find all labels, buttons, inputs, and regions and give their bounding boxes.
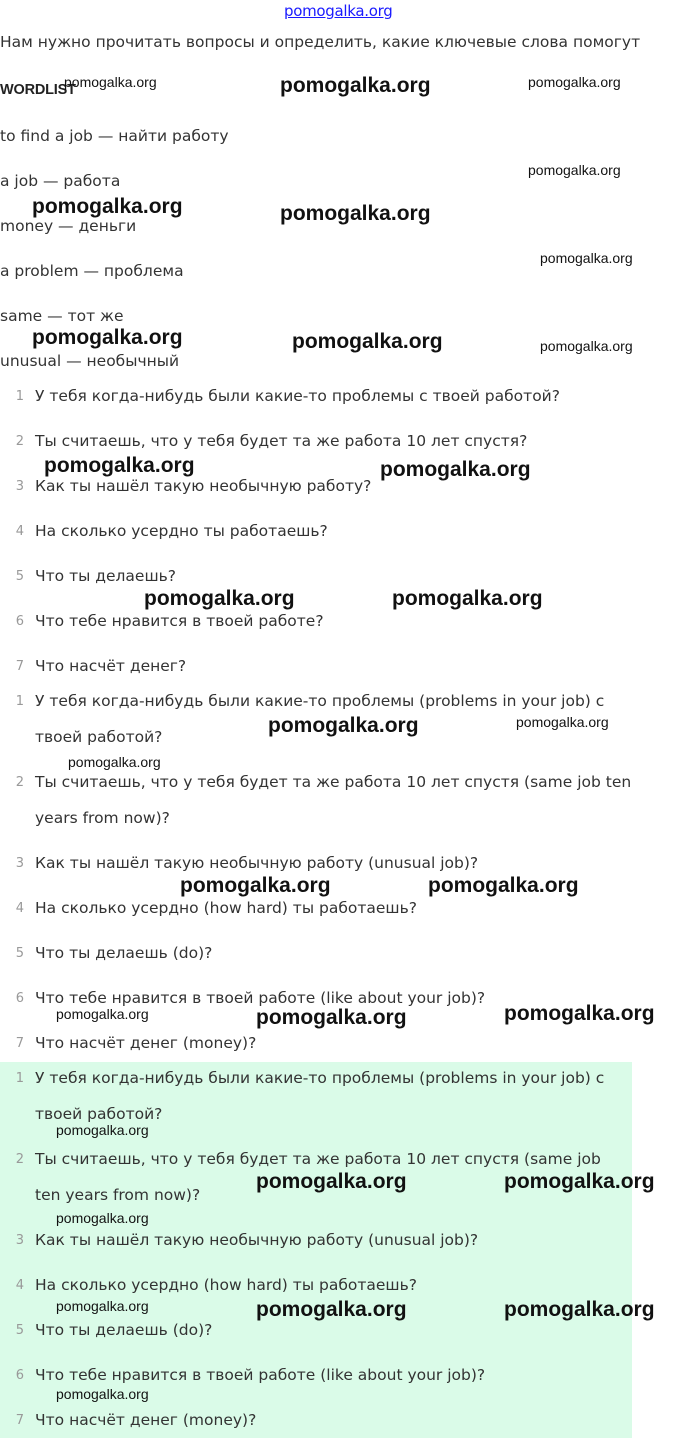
- question-text: Что ты делаешь (do)?: [35, 944, 213, 962]
- watermark: pomogalka.org: [56, 1006, 149, 1022]
- question-text: Что насчёт денег?: [35, 657, 187, 675]
- wordlist-heading: WORDLIST: [0, 82, 76, 98]
- watermark: pomogalka.org: [428, 874, 579, 897]
- wordlist-item: a problem — проблема: [0, 262, 184, 280]
- question-text: Что тебе нравится в твоей работе (like about your job)?: [35, 1366, 486, 1384]
- watermark: pomogalka.org: [292, 330, 443, 353]
- watermark: pomogalka.org: [56, 1122, 149, 1138]
- question-text: Что насчёт денег (money)?: [35, 1411, 257, 1429]
- question-number: 6: [15, 1368, 24, 1383]
- question-number: 2: [15, 434, 24, 449]
- watermark: pomogalka.org: [380, 458, 531, 481]
- question-number: 4: [15, 901, 24, 916]
- watermark: pomogalka.org: [540, 250, 633, 266]
- question-text: Как ты нашёл такую необычную работу (unusual job)?: [35, 854, 479, 872]
- question-text: Что тебе нравится в твоей работе?: [35, 612, 324, 630]
- question-text: Что ты делаешь?: [35, 567, 176, 585]
- watermark: pomogalka.org: [504, 1002, 655, 1025]
- intro-text: Нам нужно прочитать вопросы и определить, какие ключевые слова помогут: [0, 33, 641, 51]
- wordlist-item: unusual — необычный: [0, 352, 180, 370]
- question-text: У тебя когда-нибудь были какие-то проблемы (problems in your job) с твоей работой?: [35, 692, 605, 746]
- watermark: pomogalka.org: [68, 754, 161, 770]
- question-number: 5: [15, 1323, 24, 1338]
- question-text: Как ты нашёл такую необычную работу?: [35, 477, 372, 495]
- question-number: 4: [15, 1278, 24, 1293]
- question-number: 6: [15, 991, 24, 1006]
- question-number: 7: [15, 659, 24, 674]
- watermark: pomogalka.org: [56, 1210, 149, 1226]
- question-text: У тебя когда-нибудь были какие-то проблемы (problems in your job) с твоей работой?: [35, 1069, 605, 1123]
- wordlist-item: money — деньги: [0, 217, 137, 235]
- question-text: На сколько усердно (how hard) ты работаешь?: [35, 899, 417, 917]
- question-number: 3: [15, 856, 24, 871]
- question-number: 2: [15, 1152, 24, 1167]
- question-text: Что насчёт денег (money)?: [35, 1034, 257, 1052]
- question-text: Ты считаешь, что у тебя будет та же работа 10 лет спустя (same job ten years from now)?: [35, 1150, 601, 1204]
- wordlist-item: to find a job — найти работу: [0, 127, 229, 145]
- question-text: Как ты нашёл такую необычную работу (unusual job)?: [35, 1231, 479, 1249]
- question-number: 3: [15, 479, 24, 494]
- question-number: 1: [15, 389, 24, 404]
- watermark: pomogalka.org: [56, 1298, 149, 1314]
- watermark: pomogalka.org: [44, 454, 195, 477]
- watermark: pomogalka.org: [516, 714, 609, 730]
- site-link[interactable]: pomogalka.org: [284, 2, 393, 20]
- wordlist-item: a job — работа: [0, 172, 121, 190]
- question-number: 5: [15, 946, 24, 961]
- question-text: Что ты делаешь (do)?: [35, 1321, 213, 1339]
- watermark: pomogalka.org: [504, 1298, 655, 1321]
- question-number: 1: [15, 694, 24, 709]
- question-text: На сколько усердно ты работаешь?: [35, 522, 328, 540]
- watermark: pomogalka.org: [528, 74, 621, 90]
- watermark: pomogalka.org: [280, 202, 431, 225]
- question-number: 5: [15, 569, 24, 584]
- question-number: 1: [15, 1071, 24, 1086]
- watermark: pomogalka.org: [256, 1170, 407, 1193]
- watermark: pomogalka.org: [528, 162, 621, 178]
- question-number: 6: [15, 614, 24, 629]
- watermark: pomogalka.org: [256, 1298, 407, 1321]
- question-text: У тебя когда-нибудь были какие-то проблемы с твоей работой?: [35, 387, 560, 405]
- watermark: pomogalka.org: [268, 714, 419, 737]
- watermark: pomogalka.org: [180, 874, 331, 897]
- watermark: pomogalka.org: [256, 1006, 407, 1029]
- wordlist-item: same — тот же: [0, 307, 124, 325]
- question-text: Ты считаешь, что у тебя будет та же работа 10 лет спустя?: [35, 432, 528, 450]
- watermark: pomogalka.org: [32, 326, 183, 349]
- watermark: pomogalka.org: [504, 1170, 655, 1193]
- watermark: pomogalka.org: [392, 587, 543, 610]
- question-number: 7: [15, 1036, 24, 1051]
- question-number: 3: [15, 1233, 24, 1248]
- watermark: pomogalka.org: [280, 74, 431, 97]
- question-text: Ты считаешь, что у тебя будет та же работа 10 лет спустя (same job ten years from now)?: [35, 773, 632, 827]
- question-text: Что тебе нравится в твоей работе (like about your job)?: [35, 989, 486, 1007]
- watermark: pomogalka.org: [144, 587, 295, 610]
- question-number: 7: [15, 1413, 24, 1428]
- question-number: 2: [15, 775, 24, 790]
- question-number: 4: [15, 524, 24, 539]
- watermark: pomogalka.org: [540, 338, 633, 354]
- watermark: pomogalka.org: [64, 74, 157, 90]
- watermark: pomogalka.org: [56, 1386, 149, 1402]
- watermark: pomogalka.org: [32, 195, 183, 218]
- question-text: На сколько усердно (how hard) ты работаешь?: [35, 1276, 417, 1294]
